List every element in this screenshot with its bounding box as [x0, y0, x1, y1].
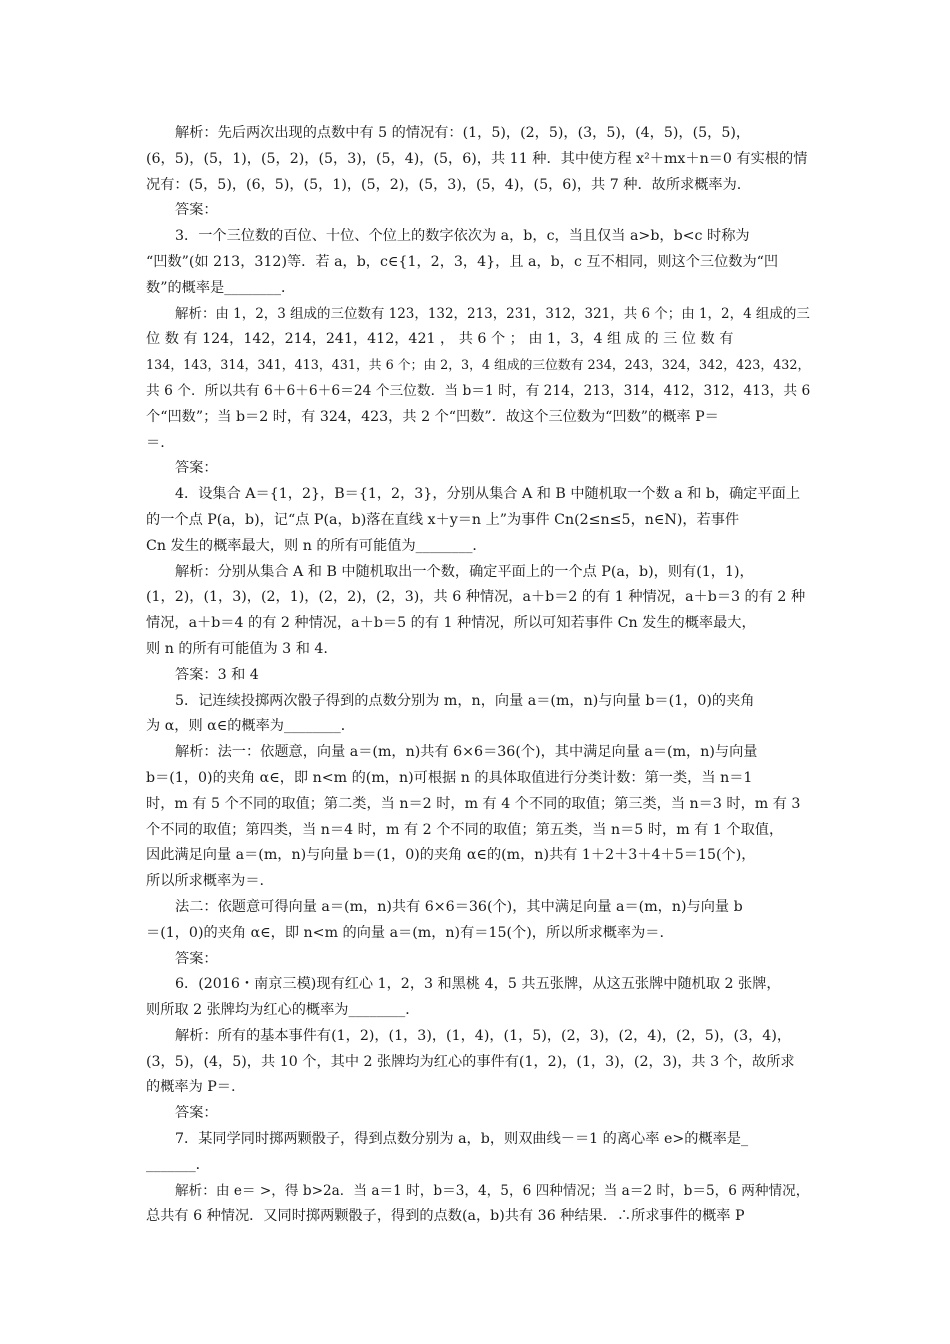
text-line: 解析：先后两次出现的点数中有 5 的情况有：(1，5)，(2，5)，(3，5)，(4，5)，(5，5)， [175, 125, 751, 141]
text-line: 解析：分别从集合 A 和 B 中随机取出一个数，确定平面上的一个点 P(a，b)，则有(1，1)， [175, 563, 754, 580]
text-line: 解析：法一：依题意，向量 a＝(m，n)共有 6×6＝36(个)，其中满足向量 a＝(m，n)与向量 [175, 744, 758, 761]
text-line: 情况，a＋b＝4 的有 2 种情况，a＋b＝5 的有 1 种情况，所以可知若事件 Cn 发生的概率最大， [146, 615, 756, 632]
text-line: 数”的概率是________． [146, 279, 296, 296]
text-line: 个“凹数”；当 b＝2 时，有 324，423，共 2 个“凹数”．故这个三位数为“凹数”的概率 P＝ [146, 408, 719, 425]
text-line: 因此满足向量 a＝(m，n)与向量 b＝(1，0)的夹角 α∈的(m，n)共有 1＋2＋3＋4＋5＝15(个)， [146, 847, 756, 864]
text-line: 3．一个三位数的百位、十位、个位上的数字依次为 a，b，c，当且仅当 a>b，b<c 时称为 [175, 228, 750, 245]
text-line: 答案： [175, 950, 218, 967]
text-line: 法二：依题意可得向量 a＝(m，n)共有 6×6＝36(个)，其中满足向量 a＝(m，n)与向量 b [175, 898, 743, 915]
text-line: 答案： [175, 460, 218, 477]
text-line: 则所取 2 张牌均为红心的概率为________． [146, 1002, 420, 1019]
text-line: 的一个点 P(a，b)，记“点 P(a，b)落在直线 x＋y＝n 上”为事件 Cn(2≤n≤5，n∈N)，若事件 [146, 511, 740, 528]
text-line: 共 6 个．所以共有 6＋6＋6＋6＝24 个三位数．当 b＝1 时，有 214，213，314，412，312，413，共 6 [146, 382, 811, 399]
text-line: 的概率为 P＝. [146, 1079, 236, 1096]
text-line: 所以所求概率为＝. [146, 873, 265, 890]
text-line: 答案： [175, 1105, 218, 1122]
text-line: 4．设集合 A＝{1，2}，B＝{1，2，3}，分别从集合 A 和 B 中随机取一个数 a 和 b，确定平面上 [175, 486, 801, 503]
text-line: (6，5)，(5，1)，(5，2)，(5，3)，(5，4)，(5，6)，共 11 种．其中使方程 x²＋mx＋n＝0 有实根的情 [146, 150, 808, 167]
text-line: ＝(1，0)的夹角 α∈，即 n<m 的向量 a＝(m，n)有＝15(个)，所以所求概率为＝. [146, 924, 664, 941]
text-line: 总共有 6 种情况．又同时掷两颗骰子，得到的点数(a，b)共有 36 种结果．∴所求事件的概率 P [146, 1208, 745, 1225]
text-line: 个不同的取值；第四类，当 n＝4 时，m 有 2 个不同的取值；第五类，当 n＝5 时，m 有 1 个取值， [146, 821, 784, 838]
text-line: 答案：3 和 4 [175, 666, 259, 683]
text-line: 位 数 有 124，142，214，241，412，421 ， 共 6 个 ； 由 1，3，4 组 成 的 三 位 数 有 [146, 331, 734, 348]
text-line: ＝. [146, 434, 165, 451]
text-line: 解析：由 e＝ >，得 b>2a．当 a＝1 时，b＝3，4，5，6 四种情况；当 a＝2 时，b＝5，6 两种情况， [175, 1182, 810, 1199]
text-line: 解析：由 1，2，3 组成的三位数有 123，132，213，231，312，321，共 6 个；由 1，2，4 组成的三 [175, 305, 810, 322]
text-line: b＝(1，0)的夹角 α∈，即 n<m 的(m，n)可根据 n 的具体取值进行分类计数：第一类，当 n＝1 [146, 769, 753, 786]
text-line: 则 n 的所有可能值为 3 和 4. [146, 640, 328, 657]
text-line: 答案： [175, 202, 218, 219]
text-line: 6．(2016・南京三模)现有红心 1，2，3 和黑桃 4，5 共五张牌，从这五张牌中随机取 2 张牌， [175, 976, 781, 993]
text-line: 时，m 有 5 个不同的取值；第二类，当 n＝2 时，m 有 4 个不同的取值；第三类，当 n＝3 时，m 有 3 [146, 795, 801, 812]
text-line: 解析：所有的基本事件有(1，2)，(1，3)，(1，4)，(1，5)，(2，3)，(2，4)，(2，5)，(3，4)， [175, 1027, 792, 1044]
text-line: _______． [146, 1156, 210, 1173]
text-line: (1，2)，(1，3)，(2，1)，(2，2)，(2，3)，共 6 种情况，a＋b＝2 的有 1 种情况，a＋b＝3 的有 2 种 [146, 589, 806, 606]
text-line: 为 α，则 α∈的概率为________． [146, 718, 355, 735]
text-line: “凹数”(如 213，312)等．若 a，b，c∈{1，2，3，4}，且 a，b，c 互不相同，则这个三位数为“凹 [146, 253, 779, 270]
document-page [146, 121, 810, 1230]
text-line: 况有：(5，5)，(6，5)，(5，1)，(5，2)，(5，3)，(5，4)，(5，6)，共 7 种．故所求概率为. [146, 176, 742, 193]
text-line: 134，143，314，341，413，431，共 6 个；由 2，3，4 组成的三位数有 234，243，324，342，423，432， [146, 358, 811, 374]
text-line: Cn 发生的概率最大，则 n 的所有可能值为________． [146, 537, 487, 554]
text-line: 5．记连续投掷两次骰子得到的点数分别为 m，n，向量 a＝(m，n)与向量 b＝(1，0)的夹角 [175, 692, 755, 709]
text-line: (3，5)，(4，5)，共 10 个，其中 2 张牌均为红心的事件有(1，2)，(1，3)，(2，3)，共 3 个，故所求 [146, 1053, 795, 1070]
text-line: 7．某同学同时掷两颗骰子，得到点数分别为 a，b，则双曲线－＝1 的离心率 e>的概率是_ [175, 1131, 749, 1148]
